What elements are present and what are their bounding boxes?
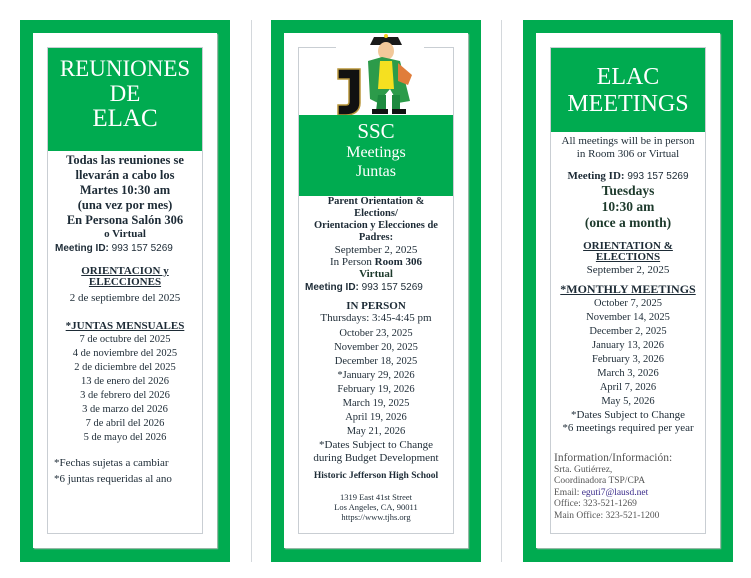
orientation-date: September 2, 2025 xyxy=(334,244,418,256)
mascot-icon xyxy=(336,33,424,115)
intro: Todas las reuniones se llevarán a cabo los Martes 10:30 am (una vez por mes) En Persona Salón 306 o Virtual xyxy=(66,153,184,240)
meeting-id: Meeting ID: 993 157 5269 xyxy=(305,281,423,293)
school-name: Historic Jefferson High School xyxy=(313,470,439,481)
list-item: 3 de marzo del 2026 xyxy=(82,404,168,415)
orientation-heading: ORIENTATION & ELECTIONS xyxy=(583,240,673,263)
english-elac-panel: ELAC MEETINGS All meetings will be in person in Room 306 or Virtual Meeting ID: 993 157 5269 Tuesdays 10:30 am (once a month) ORIENTATION & ELECTIONS September 2, 2025 *MONTHLY MEETINGS October 7, 2025 November 14, 2025 December 2, 2025 January 13, 2026 February 3, 2026 March 3, 2026 April 7, 2026 May 5, 2026 *Dates Subject to Change *6 meetings required per year Information/Información: Srta. Gutiérrez, Coordinadora TSP/CPA Email: eguti7@lausd.net Office: 323-521-1269 Main Office: 323-521-1200 xyxy=(523,20,733,562)
ssc-panel: SSC Meetings Juntas Parent Orientation & Elections/ Orientacion y Elecciones de Padres: September 2, 2025 In Person Room 306 Virtual Meeting ID: 993 157 5269 IN PERSON Thursdays: 3:45-4:45 pm October 23, 2025 November 20, 2025 December 18, 2025 *January 29, 2026 February 19, 2026 March 19, 2025 April 19, 2026 May 21, 2026 *Dates Subject to Change during Budget Development Historic Jefferson High School 1319 East 41st Street Los Angeles, CA, 90011 https://www.tjhs.org xyxy=(271,20,481,562)
list-item: 13 de enero del 2026 xyxy=(80,376,170,387)
notes: *Fechas sujetas a cambiar *6 juntas requeridas al ano xyxy=(54,457,172,485)
date-list xyxy=(48,333,202,445)
list-item: 3 de febrero del 2026 xyxy=(80,390,170,401)
date-list xyxy=(551,297,705,409)
date-list xyxy=(299,327,453,439)
website-link[interactable]: https://www.tjhs.org xyxy=(341,512,411,522)
list-item: 5 de mayo del 2026 xyxy=(83,432,167,443)
list-item: November 20, 2025 xyxy=(334,341,418,353)
fold-line xyxy=(501,20,502,562)
meeting-id: Meeting ID: 993 157 5269 xyxy=(567,170,689,182)
room: In Person Room 306 xyxy=(330,256,422,268)
list-item: December 18, 2025 xyxy=(334,355,418,367)
list-item: April 19, 2026 xyxy=(345,411,407,423)
orientation-date: 2 de septiembre del 2025 xyxy=(69,292,181,304)
list-item: October 7, 2025 xyxy=(594,297,662,309)
list-item: November 14, 2025 xyxy=(586,311,670,323)
monthly-heading: *MONTHLY MEETINGS xyxy=(560,282,696,296)
list-item: October 23, 2025 xyxy=(339,327,413,339)
monthly-heading: *JUNTAS MENSUALES xyxy=(65,319,185,332)
list-item: February 3, 2026 xyxy=(591,353,665,365)
list-item: 7 de octubre del 2025 xyxy=(79,334,171,345)
contact-info: Information/Información: Srta. Gutiérrez, Coordinadora TSP/CPA Email: eguti7@lausd.net Office: 323-521-1269 Main Office: 323-521-1200 xyxy=(554,451,673,521)
panel-title: REUNIONES DE ELAC xyxy=(48,48,202,151)
list-item: December 2, 2025 xyxy=(589,325,667,337)
orientation-heading: Parent Orientation & Elections/ Orientacion y Elecciones de Padres: xyxy=(314,196,438,243)
list-item: 2 de diciembre del 2025 xyxy=(74,362,176,373)
spanish-elac-panel xyxy=(20,20,230,562)
list-item: January 13, 2026 xyxy=(591,339,665,351)
panel-title: SSC Meetings Juntas xyxy=(299,115,453,196)
list-item: 7 de abril del 2026 xyxy=(85,418,165,429)
email-link[interactable]: eguti7@lausd.net xyxy=(581,487,649,498)
list-item: May 21, 2026 xyxy=(346,425,406,437)
orientation-heading: ORIENTACION y ELECCIONES xyxy=(81,265,169,288)
list-item: 4 de noviembre del 2025 xyxy=(72,348,178,359)
meeting-id: Meeting ID: 993 157 5269 xyxy=(55,242,173,254)
list-item: April 7, 2026 xyxy=(599,381,657,393)
mascot-logo xyxy=(336,33,424,115)
fold-line xyxy=(251,20,252,562)
list-item: March 19, 2025 xyxy=(342,397,410,409)
list-item: March 3, 2026 xyxy=(597,367,659,379)
list-item: May 5, 2026 xyxy=(601,395,655,407)
list-item: February 19, 2026 xyxy=(337,383,415,395)
panel-title: ELAC MEETINGS xyxy=(551,48,705,132)
address: 1319 East 41st Street Los Angeles, CA, 90011 https://www.tjhs.org xyxy=(299,492,453,522)
list-item: *January 29, 2026 xyxy=(337,369,415,381)
